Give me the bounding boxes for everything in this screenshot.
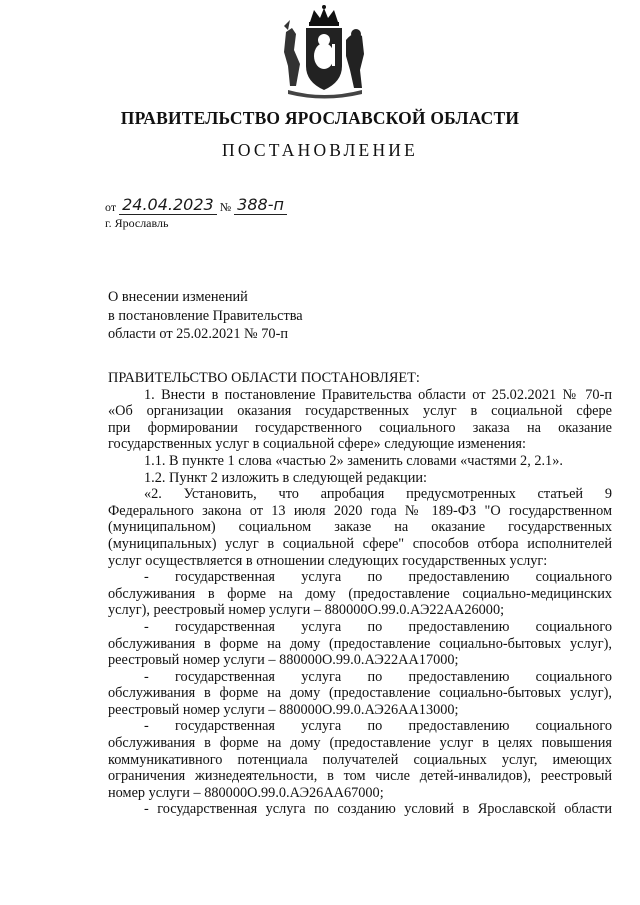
number-label: № <box>219 200 232 214</box>
list-item-line: обслуживания в форме на дому (предоставление социально-бытовых услуг), <box>108 685 612 702</box>
body-line: услуг осуществляется в отношении следующих государственных услуг: <box>108 552 548 569</box>
list-item-line: номер услуги – 880000О.99.0.АЭ26АА67000; <box>108 784 384 801</box>
body-line: 1. Внести в постановление Правительства области от 25.02.2021 № 70-п <box>144 386 612 403</box>
subject-line: в постановление Правительства <box>108 307 303 324</box>
body-line: 1.1. В пункте 1 слова «частью 2» заменить словами «частями 2, 2.1». <box>144 452 563 469</box>
body-line: «2. Установить, что апробация предусмотренных статьей 9 <box>144 486 612 503</box>
list-item-line: обслуживания в форме на дому (предоставление услуг в целях повышения <box>108 735 612 752</box>
list-item-line: - государственная услуга по созданию условий в Ярославской области <box>144 801 612 818</box>
document-body <box>108 370 612 818</box>
date-label: от <box>105 200 117 214</box>
resolves-heading: ПРАВИТЕЛЬСТВО ОБЛАСТИ ПОСТАНОВЛЯЕТ: <box>108 370 420 386</box>
government-title: ПРАВИТЕЛЬСТВО ЯРОСЛАВСКОЙ ОБЛАСТИ <box>120 108 520 128</box>
list-item-line: реестровый номер услуги – 880000О.99.0.АЭ22АА17000; <box>108 652 459 669</box>
body-line: Федерального закона от 13 июля 2020 года № 189-ФЗ "О государственном <box>108 502 612 519</box>
body-line: при формировании государственного социального заказа на оказание <box>108 419 612 436</box>
body-line: (муниципальных) услуг в социальной сфере" способов отбора исполнителей <box>108 535 612 552</box>
body-line: государственных услуг в социальной сфере» следующие изменения: <box>108 436 526 453</box>
handwritten-date: 24.04.2023 <box>119 196 217 215</box>
list-item-line: ограничения жизнедеятельности, в том числе детей-инвалидов), реестровый <box>108 768 612 785</box>
date-number-row <box>105 196 287 218</box>
list-item-line: реестровый номер услуги – 880000О.99.0.АЭ26АА13000; <box>108 701 459 718</box>
list-item-line: - государственная услуга по предоставлению социального <box>144 668 612 685</box>
body-line: 1.2. Пункт 2 изложить в следующей редакции: <box>144 469 427 486</box>
handwritten-number: 388-п <box>234 196 287 215</box>
coat-of-arms-icon <box>276 4 372 100</box>
list-item-line: - государственная услуга по предоставлению социального <box>144 569 612 586</box>
list-item-line: обслуживания в форме на дому (предоставление социально-бытовых услуг), <box>108 635 612 652</box>
list-item-line: услуг), реестровый номер услуги – 880000О.99.0.АЭ22АА26000; <box>108 602 505 619</box>
subject-line: области от 25.02.2021 № 70-п <box>108 326 288 342</box>
list-item-line: коммуникативного потенциала получателей социальных услуг, имеющих <box>108 751 612 768</box>
list-item-line: - государственная услуга по предоставлению социального <box>144 618 612 635</box>
city: г. Ярославль <box>105 216 169 230</box>
document-type: ПОСТАНОВЛЕНИЕ <box>221 140 419 160</box>
body-line: «Об организации оказания государственных услуг в социальной сфере <box>108 403 612 420</box>
body-line: (муниципальном) социальном заказе на оказание государственных <box>108 519 612 536</box>
list-item-line: обслуживания в форме на дому (предоставление социально-медицинских <box>108 585 612 602</box>
subject-block <box>108 288 303 344</box>
subject-line: О внесении изменений <box>108 289 248 305</box>
list-item-line: - государственная услуга по предоставлению социального <box>144 718 612 735</box>
